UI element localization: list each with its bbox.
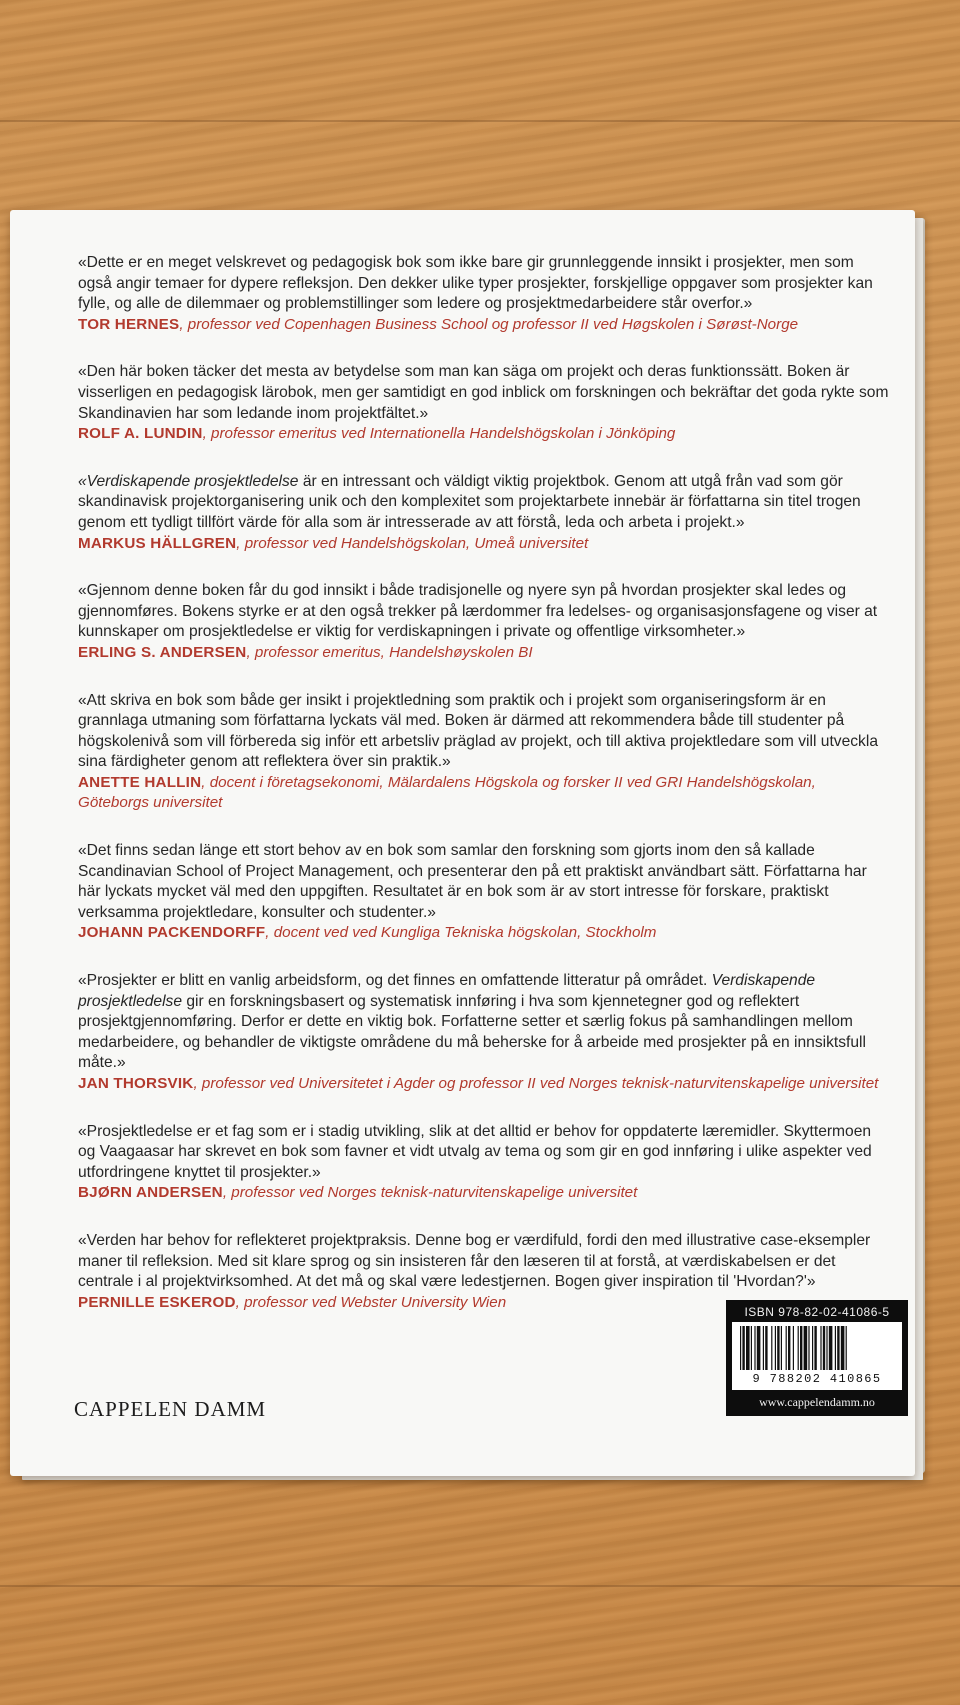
reviewer-role: , professor ved Copenhagen Business School og professor II ved Høgskolen i Sørøst-Norge (179, 315, 799, 333)
review-quote-text: är en intressant och väldigt viktig projektbok. Genom att utgå från vad som gör skandinavisk projektorganisering unik och den komplexitet som projektarbete innebär är författarna sin titel trogen genom ett tydligt tillfört värde för alla som är intresserade av att förstå, leda och arbeta i projekt.» (78, 472, 861, 531)
review-attribution (78, 424, 890, 445)
reviewer-name: ANETTE HALLIN (78, 773, 202, 791)
reviewer-name: TOR HERNES (78, 315, 180, 333)
review-quote (78, 472, 890, 534)
barcode-bar (740, 1326, 741, 1370)
barcode-bar (786, 1326, 787, 1370)
barcode-bar (800, 1326, 802, 1370)
reviewer-role: , professor ved Handelshögskolan, Umeå universitet (236, 534, 589, 552)
reviewer-role: , professor ved Webster University Wien (235, 1293, 507, 1311)
barcode-bar (793, 1326, 794, 1370)
barcode-bar (812, 1326, 813, 1370)
barcode-bar (837, 1326, 839, 1370)
barcode-bar (788, 1326, 790, 1370)
table-seam (0, 120, 960, 122)
book-title-italic: «Verdiskapende prosjektledelse (78, 472, 299, 490)
review-quote: «Att skriva en bok som både ger insikt i projektledning som praktik och i projekt som organiseringsform är en grannlaga utmaning som författarna lyckats väl med. Boken är därmed att rekommendera både till studenter på högskolenivå som vill förbereda sig inför ett arbetsliv präglad av projekt, och till aktiva projektledare som vill utveckla sina färdigheter genom att reflektera över sin praktik.» (78, 691, 878, 771)
barcode-bar (835, 1326, 836, 1370)
review-attribution (78, 315, 890, 336)
barcode-bar (826, 1326, 827, 1370)
reviewer-role: , docent ved ved Kungliga Tekniska högskolan, Stockholm (265, 924, 657, 942)
review-item (78, 253, 890, 335)
barcode-bar (742, 1326, 744, 1370)
barcode-bar (804, 1326, 808, 1370)
barcode-bar (751, 1326, 752, 1370)
isbn-barcode (726, 1300, 908, 1416)
review-item (78, 581, 890, 663)
review-quote: «Gjennom denne boken får du god innsikt i både tradisjonelle og nyere syn på hvordan prosjekter skal ledes og gjennomføres. Bokens styrke er at den også trekker på lærdommer fra ledelses- og organisasjonsfagene og viser at kunnskaper om prosjektledelse er viktig for verdiskapningen i private og offentlige virksomheter.» (78, 582, 878, 641)
isbn-label: ISBN 978-82-02-41086-5 (744, 1305, 890, 1319)
reviewer-name: JAN THORSVIK (78, 1075, 194, 1092)
reviewer-name: PERNILLE ESKEROD (78, 1293, 236, 1311)
publisher-logo: CAPPELEN DAMM (74, 1397, 267, 1421)
reviewer-name: BJØRN ANDERSEN (78, 1184, 223, 1202)
reviewer-name: JOHANN PACKENDORFF (78, 924, 266, 942)
review-attribution (78, 923, 890, 944)
review-item (78, 472, 890, 554)
barcode-bar (771, 1326, 772, 1370)
review-attribution (78, 1183, 890, 1204)
barcode-bar (814, 1326, 816, 1370)
review-attribution (78, 1074, 890, 1095)
review-attribution (78, 534, 890, 555)
table-seam (0, 1585, 960, 1587)
barcode-bar (823, 1326, 825, 1370)
reviewer-role: , docent i företagsekonomi, Mälardalens Högskola og forsker II ved GRI Handelshögskolan, Göteborgs universitet (78, 773, 816, 812)
review-quote-text: «Prosjekter er blitt en vanlig arbeidsform, og det finnes en omfattende litteratur på området. (78, 972, 712, 990)
barcode-area (732, 1322, 902, 1390)
reviewer-name: ROLF A. LUNDIN (78, 425, 203, 443)
review-quote: «Prosjektledelse er et fag som er i stadig utvikling, slik at det alltid er behov for oppdaterte læremidler. Skyttermoen og Vaagaasar har skrevet en bok som favner et vidt utvalg av tema og som gir en god innføring i ulike aspekter ved utfordringene knyttet til prosjekter.» (78, 1122, 872, 1181)
review-quote (78, 971, 890, 1074)
barcode-bar (846, 1326, 847, 1370)
review-item (78, 362, 890, 444)
review-item (78, 841, 890, 944)
reviewer-name: MARKUS HÄLLGREN (78, 534, 237, 552)
barcode-bar (781, 1326, 782, 1370)
review-attribution (78, 773, 890, 814)
barcode-bar (746, 1326, 750, 1370)
reviewer-role: , professor ved Universitetet i Agder og professor II ved Norges teknisk-naturvitenskapelige universitet (193, 1075, 879, 1092)
barcode-digits: 9 788202 410865 (752, 1372, 882, 1386)
review-quote: «Den här boken täcker det mesta av betydelse som man kan säga om projekt och deras funktionssätt. Boken är visserligen en pedagogisk lärobok, men ger samtidigt en god inblick om forskningen och bekräftar det goda rykte som Skandinavien har som ledande inom projektfältet.» (78, 363, 889, 422)
barcode-bar (763, 1326, 764, 1370)
review-item (78, 1122, 890, 1204)
barcode-bar (841, 1326, 845, 1370)
review-quote: «Det finns sedan länge ett stort behov av en bok som samlar den forskning som gjorts inom den så kallade Scandinavian School of Project Management, och presenterar den på ett praktiskt användbart sätt. Författarna har här lyckats mycket väl med den uppgiften. Resultatet är en bok som är av stort intresse för forskare, praktiskt verksamma projektledare, konsulter och studenter.» (78, 842, 867, 921)
reviewer-role: , professor emeritus, Handelshøyskolen BI (246, 643, 533, 661)
barcode-bar (775, 1326, 776, 1370)
publisher-website: www.cappelendamm.no (759, 1395, 875, 1409)
barcode-bar (765, 1326, 767, 1370)
review-item (78, 971, 890, 1095)
review-quote: «Dette er en meget velskrevet og pedagogisk bok som ikke bare gir grunnleggende innsikt i prosjekter, men som også angir temaer for dypere refleksjon. Den dekker ulike typer prosjekter, forskjellige oppgaver som prosjekter kan fylle, og alle de dilemmaer og problemstillinger som ledere og prosjektmedarbeidere står overfor.» (78, 254, 873, 313)
barcode-bars (732, 1322, 902, 1372)
barcode-bar (777, 1326, 779, 1370)
reviews-list (78, 253, 890, 1340)
reviewer-role: , professor ved Norges teknisk-naturvitenskapelige universitet (222, 1184, 638, 1202)
review-quote-text: gir en forskningsbasert og systematisk innføring i hva som kjennetegner god og reflektert prosjektgjennomføring. Derfor er dette en viktig bok. Forfatterne setter et særlig fokus på samhandlingen mellom medarbeidere, og behandler de viktigste områdene du må beherske for å arbeide med prosjekter på en innsiktsfull måte.» (78, 992, 866, 1072)
review-quote: «Verden har behov for reflekteret projektpraksis. Denne bog er værdifuld, fordi den med illustrative case-eksempler maner til refleksion. Med sit klare sprog og sin insisteren får den læseren til at forstå, at værdiskabelsen er det centrale i al projektvirksomhed. At det må og skal være ledestjernen. Bogen giver inspiration til 'Hvordan?'» (78, 1231, 871, 1291)
book-title-italic: Verdiskapende prosjektledelse (78, 972, 816, 1010)
barcode-bar (754, 1326, 755, 1370)
barcode-bar (808, 1326, 809, 1370)
book-back-cover (10, 210, 915, 1476)
barcode-bar (798, 1326, 799, 1370)
review-attribution (78, 643, 890, 664)
barcode-bar (757, 1326, 761, 1370)
reviewer-name: ERLING S. ANDERSEN (78, 643, 247, 661)
barcode-bar (820, 1326, 821, 1370)
barcode-bar (829, 1326, 833, 1370)
review-item (78, 691, 890, 815)
reviewer-role: , professor emeritus ved Internationella Handelshögskolan i Jönköping (202, 425, 676, 443)
